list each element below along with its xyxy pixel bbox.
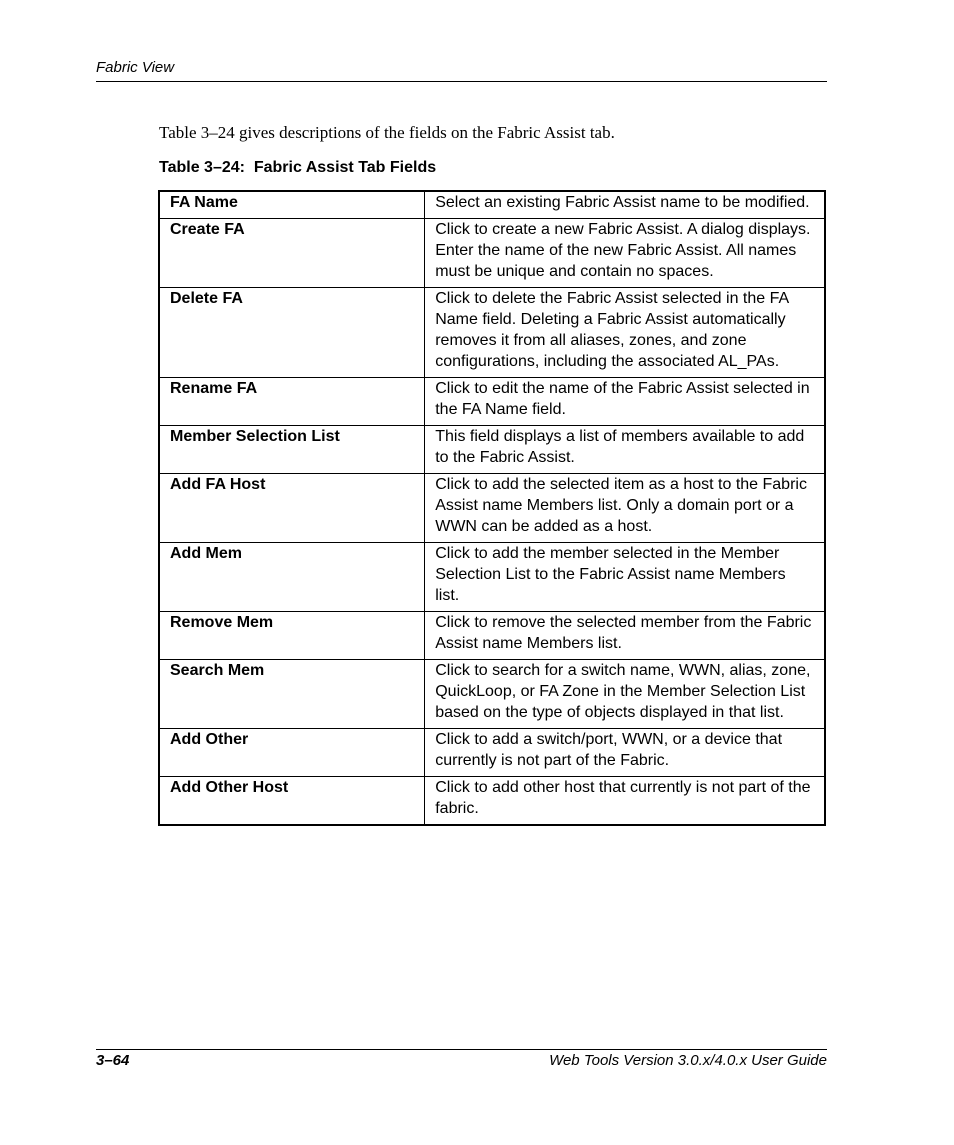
field-description-cell: Click to create a new Fabric Assist. A dialog displays. Enter the name of the new Fabric Assist. All names must be unique and contain no spaces. — [425, 219, 825, 288]
field-description-cell: This field displays a list of members available to add to the Fabric Assist. — [425, 426, 825, 474]
table-caption: Table 3–24: Fabric Assist Tab Fields — [159, 159, 437, 176]
field-description-cell: Select an existing Fabric Assist name to be modified. — [425, 191, 825, 219]
table-row — [159, 660, 825, 729]
field-name-cell: Search Mem — [159, 660, 425, 729]
table-row — [159, 426, 825, 474]
page-number: 3–64 — [96, 1052, 130, 1069]
field-name-cell: Add Mem — [159, 543, 425, 612]
running-header-section: Fabric View — [96, 59, 175, 76]
table-row — [159, 777, 825, 826]
field-description-cell: Click to search for a switch name, WWN, alias, zone, QuickLoop, or FA Zone in the Member Selection List based on the type of objects displayed in that list. — [425, 660, 825, 729]
field-name-cell: Add Other Host — [159, 777, 425, 826]
table-row — [159, 378, 825, 426]
table-row — [159, 474, 825, 543]
field-description-cell: Click to edit the name of the Fabric Assist selected in the FA Name field. — [425, 378, 825, 426]
table-row — [159, 191, 825, 219]
table-row — [159, 219, 825, 288]
intro-paragraph: Table 3–24 gives descriptions of the fields on the Fabric Assist tab. — [159, 123, 615, 142]
field-name-cell: Delete FA — [159, 288, 425, 378]
field-description-cell: Click to add a switch/port, WWN, or a device that currently is not part of the Fabric. — [425, 729, 825, 777]
field-name-cell: Rename FA — [159, 378, 425, 426]
field-description-cell: Click to add the member selected in the Member Selection List to the Fabric Assist name Members list. — [425, 543, 825, 612]
table-row — [159, 612, 825, 660]
guide-title: Web Tools Version 3.0.x/4.0.x User Guide — [549, 1052, 827, 1069]
footer-divider — [96, 1049, 827, 1050]
field-name-cell: Add Other — [159, 729, 425, 777]
field-description-cell: Click to delete the Fabric Assist selected in the FA Name field. Deleting a Fabric Assist automatically removes it from all aliases, zones, and zone configurations, including the associated AL_PAs. — [425, 288, 825, 378]
field-name-cell: Remove Mem — [159, 612, 425, 660]
fabric-assist-fields-table — [158, 190, 826, 826]
field-name-cell: Add FA Host — [159, 474, 425, 543]
field-description-cell: Click to add other host that currently is not part of the fabric. — [425, 777, 825, 826]
table-row — [159, 543, 825, 612]
field-description-cell: Click to add the selected item as a host to the Fabric Assist name Members list. Only a domain port or a WWN can be added as a host. — [425, 474, 825, 543]
table-row — [159, 729, 825, 777]
field-name-cell: Create FA — [159, 219, 425, 288]
header-divider — [96, 81, 827, 82]
field-name-cell: Member Selection List — [159, 426, 425, 474]
field-name-cell: FA Name — [159, 191, 425, 219]
table-row — [159, 288, 825, 378]
field-description-cell: Click to remove the selected member from the Fabric Assist name Members list. — [425, 612, 825, 660]
